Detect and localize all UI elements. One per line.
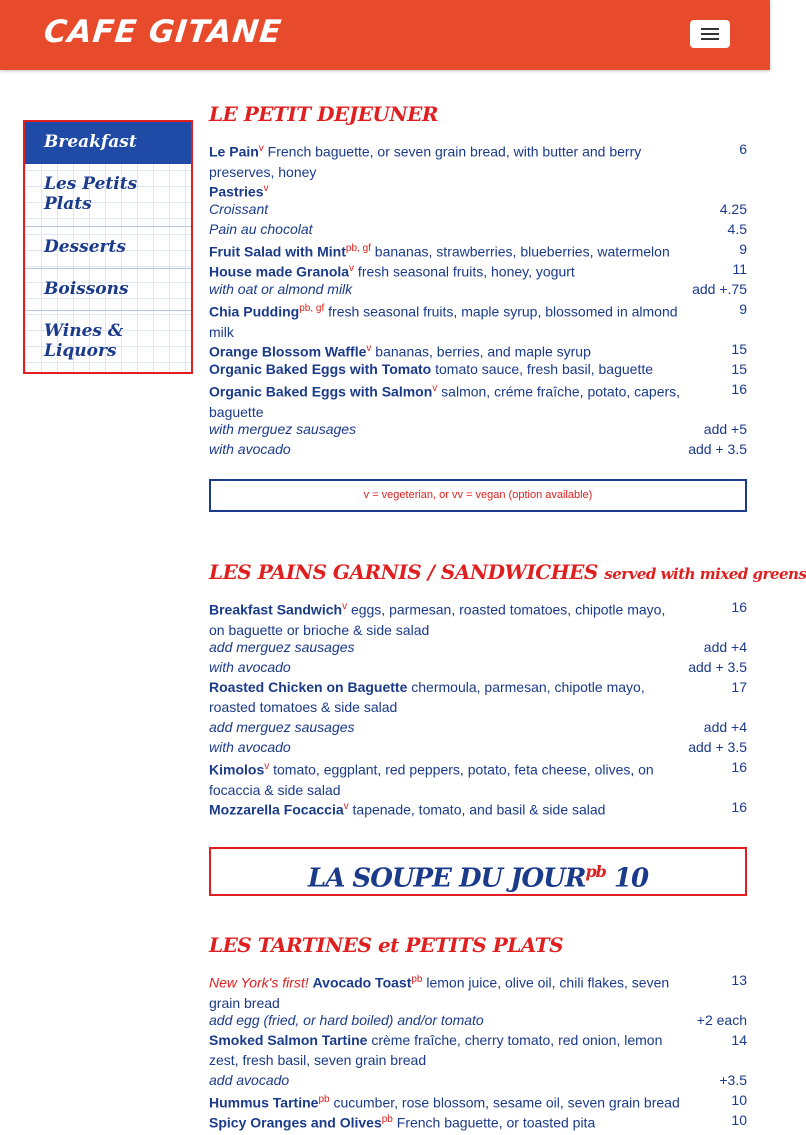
menu-item: Chia Pudding$^{pb, gf}$ fresh seasonal fruits, maple syrup, blossomed in almond milk 9 — [209, 301, 747, 340]
menu-item: Le Pain$^v$ French baguette, or seven grain bread, with butter and berry preserves, honey 6 — [209, 141, 747, 180]
sidebar-item-boissons[interactable]: Boissons — [25, 269, 191, 311]
menu-item: with oat or almond milk add +.75 — [209, 281, 747, 297]
menu-item: Pain au chocolat 4.5 — [209, 221, 747, 237]
menu-item: Smoked Salmon Tartine crème fraîche, cherry tomato, red onion, lemon zest, fresh basil, seven grain bread 14 — [209, 1032, 747, 1068]
menu-item: Organic Baked Eggs with Tomato tomato sauce, fresh basil, baguette 15 — [209, 361, 747, 377]
sidebar-item-desserts[interactable]: Desserts — [25, 227, 191, 269]
menu-item: Kimolos$^v$ tomato, eggplant, red peppers, potato, feta cheese, olives, on focaccia & side salad 16 — [209, 759, 747, 798]
menu-item: add avocado +3.5 — [209, 1072, 747, 1088]
section-title-tartines: LES TARTINES et PETITS PLATS — [209, 933, 564, 957]
section-title-breakfast: LE PETIT DEJEUNER — [209, 102, 439, 126]
menu-item: add merguez sausages add +4 — [209, 639, 747, 655]
menu-item: with avocado add + 3.5 — [209, 441, 747, 457]
sidebar-item-breakfast[interactable]: Breakfast — [25, 122, 191, 164]
menu-item: add merguez sausages add +4 — [209, 719, 747, 735]
menu-item: Organic Baked Eggs with Salmon$^v$ salmon, créme fraîche, potato, capers, baguette 16 — [209, 381, 747, 420]
menu-item: with avocado add + 3.5 — [209, 739, 747, 755]
menu-item: with avocado add + 3.5 — [209, 659, 747, 675]
menu-item: Breakfast Sandwich$^v$ eggs, parmesan, roasted tomatoes, chipotle mayo, on baguette or brioche & side salad 16 — [209, 599, 747, 638]
menu-item: Hummus Tartine$^{pb}$ cucumber, rose blossom, sesame oil, seven grain bread 10 — [209, 1092, 747, 1111]
cafe-logo[interactable]: CAFE GITANE — [42, 14, 284, 50]
dietary-legend-note: v = vegeterian, or vv = vegan (option available) — [209, 479, 747, 512]
sidebar-item-les-petits-plats[interactable]: Les Petits Plats — [25, 164, 191, 227]
hamburger-icon — [701, 27, 719, 41]
menu-toggle-button[interactable] — [690, 20, 730, 48]
menu-item: Orange Blossom Waffle$^v$ bananas, berries, and maple syrup 15 — [209, 341, 747, 360]
sidebar-item-wines-liquors[interactable]: Wines & Liquors — [44, 321, 124, 361]
menu-item: Pastries$^v$ — [209, 183, 269, 200]
menu-category-sidebar — [23, 120, 193, 374]
menu-item: with merguez sausages add +5 — [209, 421, 747, 437]
menu-item: Mozzarella Focaccia$^v$ tapenade, tomato, and basil & side salad 16 — [209, 799, 747, 818]
menu-item: House made Granola$^v$ fresh seasonal fruits, honey, yogurt 11 — [209, 261, 747, 280]
menu-item: Croissant 4.25 — [209, 201, 747, 217]
menu-item: add egg (fried, or hard boiled) and/or tomato +2 each — [209, 1012, 747, 1028]
menu-item: Fruit Salad with Mint$^{pb, gf}$ bananas, strawberries, blueberries, watermelon 9 — [209, 241, 747, 260]
menu-item: Roasted Chicken on Baguette chermoula, parmesan, chipotle mayo, roasted tomatoes & side salad 17 — [209, 679, 747, 715]
top-navbar — [0, 0, 770, 70]
menu-item: Spicy Oranges and Olives$^{pb}$ French baguette, or toasted pita 10 — [209, 1112, 747, 1131]
section-title-sandwiches: LES PAINS GARNIS / SANDWICHES served with mixed greens — [209, 560, 806, 584]
menu-item: New York's first! Avocado Toast$^{pb}$ lemon juice, olive oil, chili flakes, seven grain bread 13 — [209, 972, 747, 1011]
soup-of-the-day-banner: LA SOUPE DU $JOUR^{pb}$ 10 — [209, 847, 747, 896]
